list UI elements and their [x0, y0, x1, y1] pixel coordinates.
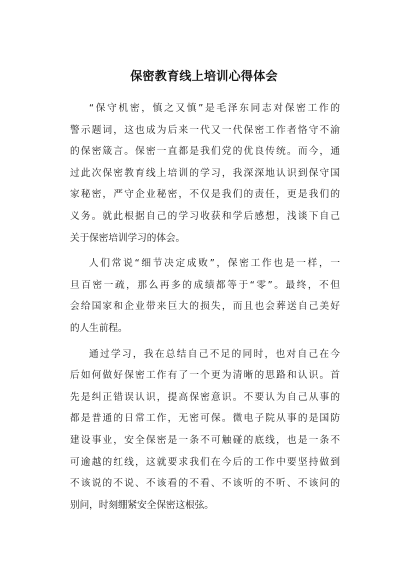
paragraph-3: [70, 344, 340, 517]
text-line: 可逾越的红线，这就要求我们在今后的工作中要坚持做到: [70, 456, 340, 468]
text-line: 义务。就此根据自己的学习收获和学后感想，浅谈下自己: [70, 210, 340, 222]
paragraph-1: [70, 98, 340, 249]
paragraph-2: [70, 253, 340, 339]
text-line: 都是普通的日常工作，无密可保。微电子院从事的是国防: [70, 413, 340, 425]
text-line: 关于保密培训学习的体会。: [70, 232, 186, 244]
text-line: 建设事业，安全保密是一条不可触碰的底线，也是一条不: [70, 434, 340, 446]
text-line: 人们常说“细节决定成败”，保密工作也是一样，一: [89, 258, 340, 270]
text-line: 警示题词，这也成为后来一代又一代保密工作者恪守不渝: [70, 124, 340, 136]
text-line: 过此次保密教育线上培训的学习，我深深地认识到保守国: [70, 167, 340, 179]
text-line: 后如何做好保密工作有了一个更为清晰的思路和认识。首: [70, 370, 340, 382]
text-line: “保守机密，慎之又慎”是毛泽东同志对保密工作的: [89, 103, 340, 114]
text-line: 通过学习，我在总结自己不足的同时，也对自己在今: [89, 348, 340, 360]
text-line: 会给国家和企业带来巨大的损失，而且也会葬送自己美好: [70, 301, 340, 313]
text-line: 旦百密一疏，那么再多的成绩都等于“零”。最终，不但: [70, 279, 340, 291]
document-title: 保密教育线上培训心得体会: [130, 69, 278, 83]
text-line: 别问，时刻绷紧安全保密这根弦。: [70, 499, 214, 511]
document-body: [70, 98, 340, 520]
text-line: 的保密箴言。保密一直都是我们党的优良传统。而今，通: [70, 146, 340, 158]
text-line: 家秘密，严守企业秘密，不仅是我们的责任，更是我们的: [70, 189, 340, 201]
text-line: 先是纠正错误认识，提高保密意识。不要认为自己从事的: [70, 391, 340, 403]
text-line: 的人生前程。: [70, 322, 128, 334]
text-line: 不该说的不说、不该看的不看、不该听的不听、不该问的: [70, 478, 340, 490]
